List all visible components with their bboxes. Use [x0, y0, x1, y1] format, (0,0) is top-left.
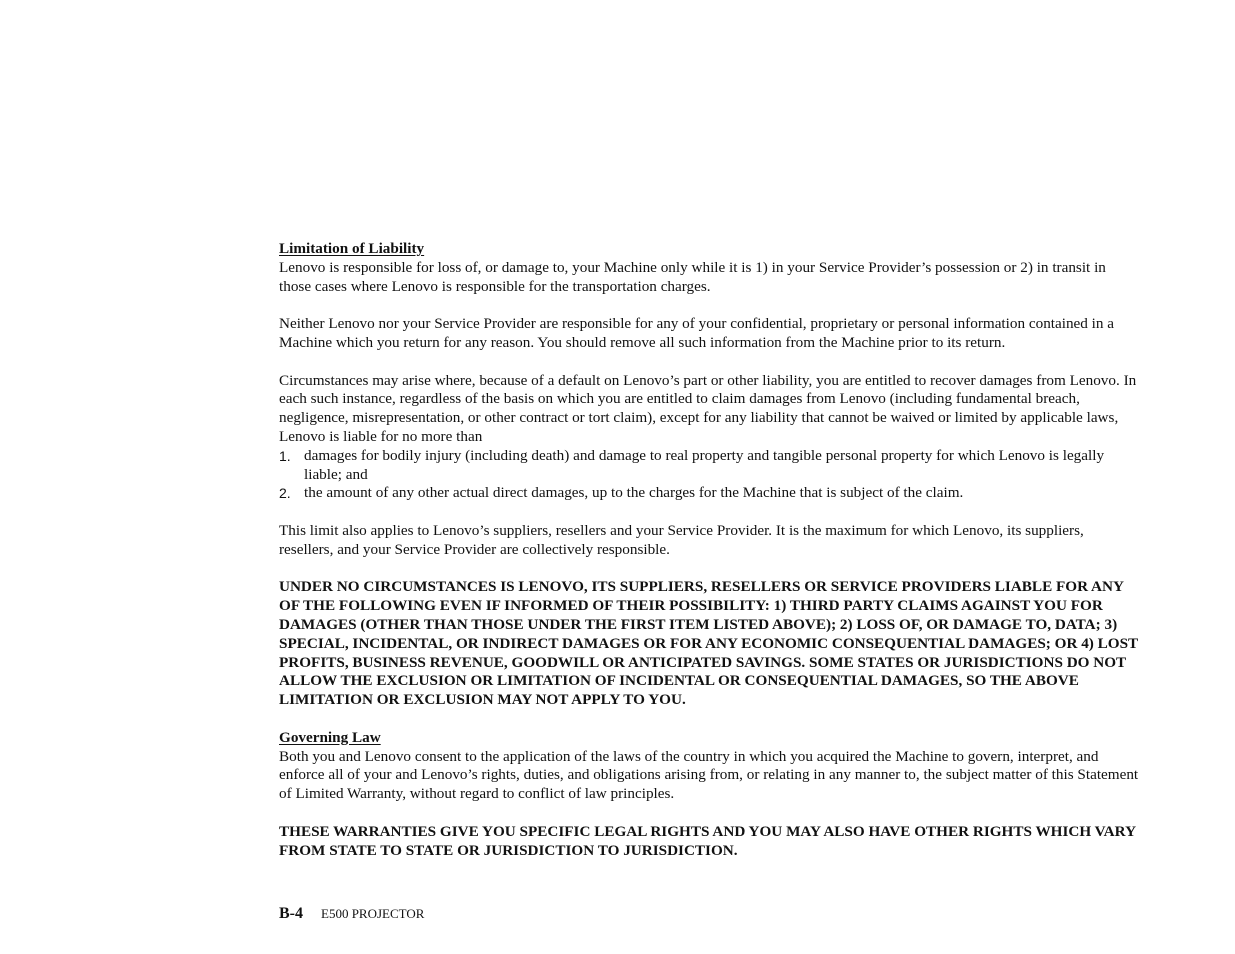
document-body — [279, 240, 1139, 860]
warranty-rights-paragraph: THESE WARRANTIES GIVE YOU SPECIFIC LEGAL RIGHTS AND YOU MAY ALSO HAVE OTHER RIGHTS WHICH VARY FROM STATE TO STATE OR JURISDICTION TO JURISDICTION. — [279, 822, 1136, 859]
list-item-text: damages for bodily injury (including death) and damage to real property and tangible personal property for which Lenovo is legally liable; and — [304, 446, 1105, 483]
liability-paragraph-4: This limit also applies to Lenovo’s suppliers, resellers and your Service Provider. It is the maximum for which Lenovo, its suppliers, resellers, and your Service Provider are collectively responsible. — [279, 521, 1084, 558]
governing-law-heading: Governing Law — [279, 728, 381, 746]
list-item-number: 1. — [279, 447, 291, 464]
liability-paragraph-2: Neither Lenovo nor your Service Provider are responsible for any of your confidential, proprietary or personal information contained in a Machine which you return for any reason. You should remove all such information from the Machine prior to its return. — [279, 315, 1115, 351]
governing-law-paragraph: Both you and Lenovo consent to the application of the laws of the country in which you acquired the Machine to govern, interpret, and enforce all of your and Lenovo’s rights, duties, and obligations arising from, or relating in any manner to, the subject matter of this Statement of Limited Warranty, without regard to conflict of law principles. — [279, 747, 1139, 803]
list-item — [279, 484, 1139, 503]
list-item-text: the amount of any other actual direct damages, up to the charges for the Machine that is subject of the claim. — [304, 484, 964, 502]
liability-disclaimer-paragraph: UNDER NO CIRCUMSTANCES IS LENOVO, ITS SUPPLIERS, RESELLERS OR SERVICE PROVIDERS LIABLE FOR ANY OF THE FOLLOWING EVEN IF INFORMED OF THEIR POSSIBILITY: 1) THIRD PARTY CLAIMS AGAINST YOU FOR DAMAGES (OTHER THAN THOSE UNDER THE FIRST ITEM LISTED ABOVE); 2) LOSS OF, OR DAMAGE TO, DATA; 3) SPECIAL, INCIDENTAL, OR INDIRECT DAMAGES OR FOR ANY ECONOMIC CONSEQUENTIAL DAMAGES; OR 4) LOST PROFITS, BUSINESS REVENUE, GOODWILL OR ANTICIPATED SAVINGS. SOME STATES OR JURISDICTIONS DO NOT ALLOW THE EXCLUSION OR LIMITATION OF INCIDENTAL OR CONSEQUENTIAL DAMAGES, SO THE ABOVE LIMITATION OR EXCLUSION MAY NOT APPLY TO YOU. — [279, 578, 1138, 709]
limitation-of-liability-heading: Limitation of Liability — [279, 240, 425, 257]
page-number: B-4 — [279, 905, 303, 922]
liability-paragraph-1: Lenovo is responsible for loss of, or damage to, your Machine only while it is 1) in your Service Provider’s possession or 2) in transit in those cases where Lenovo is responsible for the transportation charges. — [279, 258, 1106, 295]
page-footer — [279, 905, 424, 923]
document-title: E500 PROJECTOR — [321, 906, 425, 921]
list-item-number: 2. — [279, 485, 291, 502]
liability-paragraph-3: Circumstances may arise where, because of a default on Lenovo’s part or other liability, you are entitled to recover damages from Lenovo. In each such instance, regardless of the basis on which you are entitled to claim damages from Lenovo (including fundamental breach, negligence, misrepresentation, or other contract or tort claim), except for any liability that cannot be waived or limited by applicable laws, Lenovo is liable for no more than — [279, 371, 1137, 445]
list-item — [279, 447, 1139, 485]
liability-limits-list — [279, 447, 1139, 503]
